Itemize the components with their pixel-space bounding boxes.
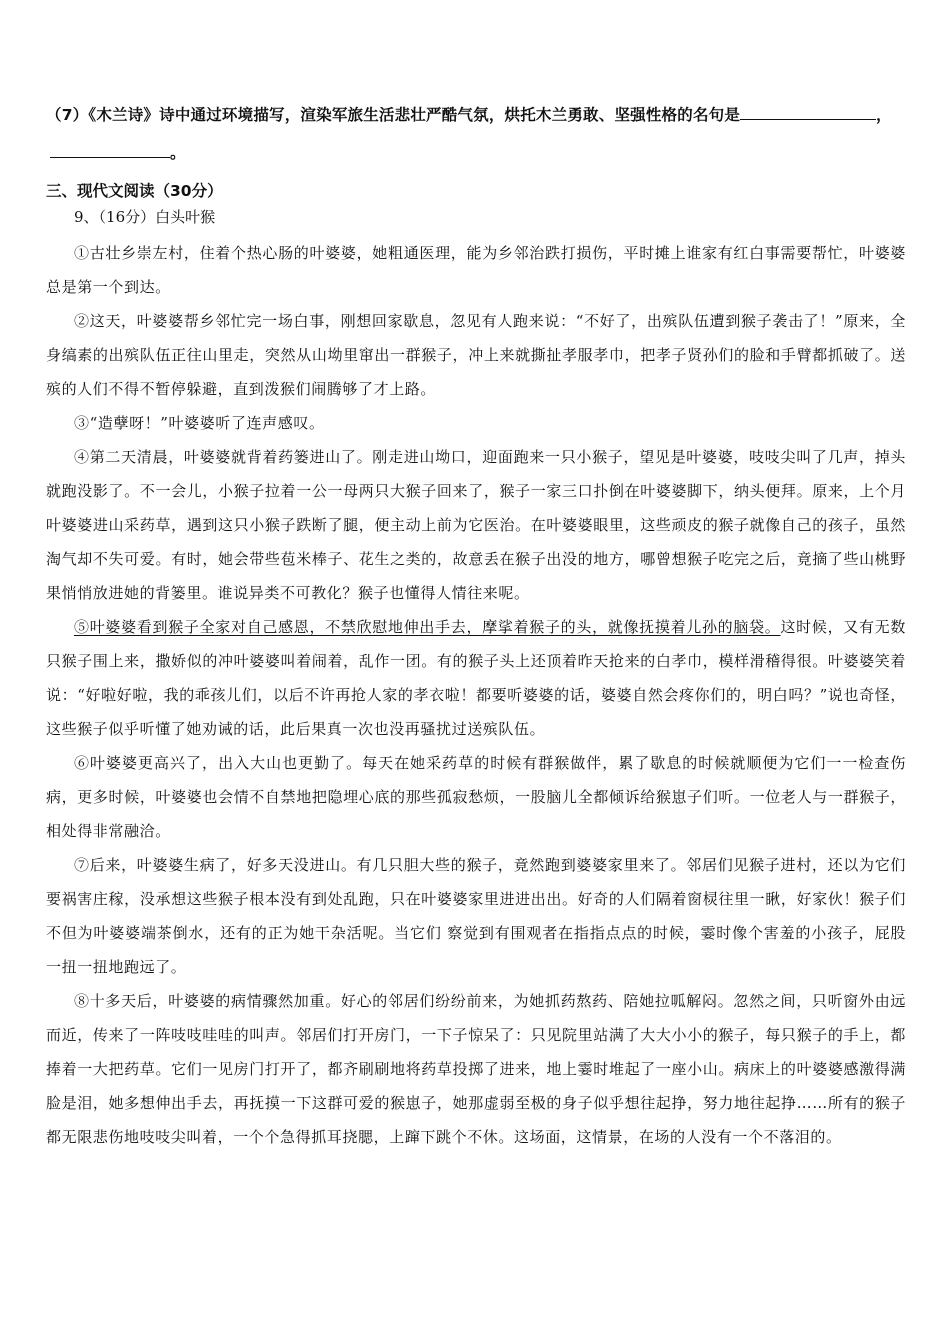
answer-blank-1[interactable] [740,101,868,120]
section-title: 三、现代文阅读（30分） [46,182,223,200]
question-7-text: （7）《木兰诗》诗中通过环境描写，渲染军旅生活悲壮严酷气氛，烘托木兰勇敢、坚强性格的名句是 [46,106,741,124]
question-7 [46,96,906,172]
answer-blank-1-cont[interactable] [868,101,876,120]
paragraph-4: ④第二天清晨，叶婆婆就背着药篓进山了。刚走进山坳口，迎面跑来一只小猴子，望见是叶婆婆，吱吱尖叫了几声，掉头就跑没影了。不一会儿，小猴子拉着一公一母两只大猴子回来了，猴子一家三口扑倒在叶婆婆脚下，纳头便拜。原来，上个月叶婆婆进山采药草，遇到这只小猴子跌断了腿，便主动上前为它医治。在叶婆婆眼里，这些顽皮的猴子就像自己的孩子，虽然淘气却不失可爱。有时，她会带些苞米棒子、花生之类的，故意丢在猴子出没的地方，哪曾想猴子吃完之后，竟摘了些山桃野果悄悄放进她的背篓里。谁说异类不可教化？猴子也懂得人情往来呢。 [46,448,906,602]
underlined-sentence: ⑤叶婆婆看到猴子全家对自己感恩，不禁欣慰地伸出手去，摩挲着猴子的头，就像抚摸着儿孙的脑袋。 [74,618,781,636]
question-9-title: 9、（16分）白头叶猴 [74,208,216,226]
question-7-separator: ， [876,106,892,124]
paragraph-5 [46,610,906,746]
paragraph-6: ⑥叶婆婆更高兴了，出入大山也更勤了。每天在她采药草的时候有群猴做伴，累了歇息的时候就顺便为它们一一检查伤病，更多时候，叶婆婆也会情不自禁地把隐埋心底的那些孤寂愁烦，一股脑儿全都倾诉给猴崽子们听。一位老人与一群猴子，相处得非常融洽。 [46,754,906,840]
paragraph-3: ③“造孽呀！”叶婆婆听了连声感叹。 [74,414,325,432]
paragraph-8: ⑧十多天后，叶婆婆的病情骤然加重。好心的邻居们纷纷前来，为她抓药熬药、陪她拉呱解闷。忽然之间，只听窗外由远而近，传来了一阵吱吱哇哇的叫声。邻居们打开房门，一下子惊呆了：只见院里站满了大大小小的猴子，每只猴子的手上，都捧着一大把药草。它们一见房门打开了，都齐刷刷地将药草投掷了进来，地上霎时堆起了一座小山。病床上的叶婆婆感激得满脸是泪，她多想伸出手去，再抚摸一下这群可爱的猴崽子，她那虚弱至极的身子似乎想往起挣，努力地往起挣……所有的猴子都无限悲伤地吱吱尖叫着，一个个急得抓耳挠腮，上蹿下跳个不休。这场面，这情景，在场的人没有一个不落泪的。 [46,992,906,1146]
exam-page [46,96,906,1154]
answer-blank-2[interactable] [50,139,170,158]
paragraph-7: ⑦后来，叶婆婆生病了，好多天没进山。有几只胆大些的猴子，竟然跑到婆婆家里来了。邻居们见猴子进村，还以为它们要祸害庄稼，没承想这些猴子根本没有到处乱跑，只在叶婆婆家里进进出出。好奇的人们隔着窗棂往里一瞅，好家伙！猴子们不但为叶婆婆端茶倒水，还有的正为她干杂活呢。当它们 察觉到有围观者在指指点点的时候，霎时像个害羞的小孩子，屁股一扭一扭地跑远了。 [46,856,906,976]
paragraph-1: ①古壮乡崇左村，住着个热心肠的叶婆婆，她粗通医理，能为乡邻治跌打损伤，平时摊上谁家有红白事需要帮忙，叶婆婆总是第一个到达。 [46,244,906,296]
question-7-end: 。 [170,144,186,162]
paragraph-5-rest: 这时候，又有无数只猴子围上来，撒娇似的冲叶婆婆叫着闹着，乱作一团。有的猴子头上还顶着昨天抢来的白孝巾，模样滑稽得很。叶婆婆笑着说：“好啦好啦，我的乖孩儿们，以后不许再抢人家的孝衣啦！都要听婆婆的话，婆婆自然会疼你们的，明白吗？”说也奇怪，这些猴子似乎听懂了她劝诫的话，此后果真一次也没再骚扰过送殡队伍。 [46,618,906,738]
paragraph-2: ②这天，叶婆婆帮乡邻忙完一场白事，刚想回家歇息，忽见有人跑来说：“不好了，出殡队伍遭到猴子袭击了！”原来，全身缟素的出殡队伍正往山里走，突然从山坳里窜出一群猴子，冲上来就撕扯孝服孝巾，把孝子贤孙们的脸和手臂都抓破了。送殡的人们不得不暂停躲避，直到泼猴们闹腾够了才上路。 [46,312,906,398]
